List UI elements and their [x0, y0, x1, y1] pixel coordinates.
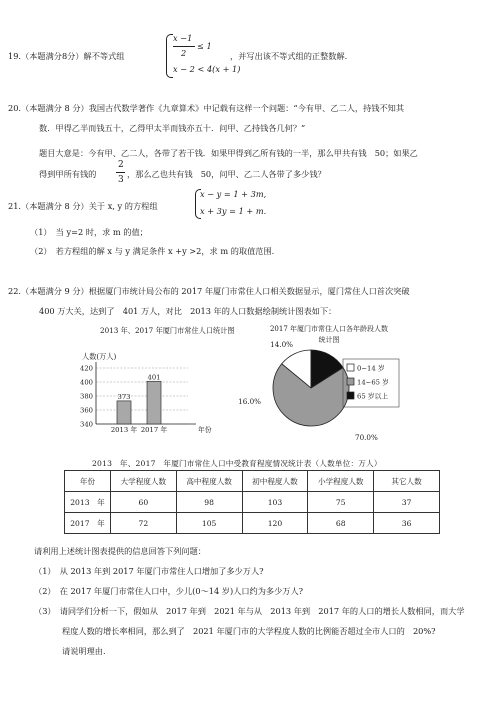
pie-pct-label: 14.0% — [270, 340, 293, 349]
q20-frac-num: 2 — [118, 160, 124, 170]
legend-label: 65 岁以上 — [357, 392, 389, 401]
table-cell: 103 — [242, 492, 308, 513]
table-cell: 68 — [308, 513, 374, 534]
table-header-row — [65, 471, 440, 492]
q20-line4: 得到甲所有钱的 — [39, 169, 97, 179]
q19-ineq2: x − 2 < 4(x + 1) — [173, 64, 241, 74]
bar-chart-title: 2013 年、2017 年厦门市常住人口统计图 — [100, 326, 235, 335]
pie-pct-label: 16.0% — [238, 397, 261, 406]
q21-eq1: x − y = 1 + 3m, — [200, 189, 267, 199]
q20-line1: 20.（本题满分 8 分）我国古代数学著作《九章算术》中记载有这样一个问题：“今有甲、乙二人，持钱不知其 — [8, 103, 405, 113]
y-tick-label: 360 — [80, 406, 93, 415]
table-cell: 72 — [110, 513, 176, 534]
table-header: 初中程度人数 — [242, 471, 308, 492]
pie-chart-svg — [238, 318, 425, 442]
pie-chart — [238, 318, 425, 442]
table-header: 年份 — [65, 471, 111, 492]
q20-frac-line — [116, 172, 125, 173]
table-row — [65, 513, 440, 534]
table-cell: 37 — [374, 492, 440, 513]
q21-sub2: （2） 若方程组的解 x 与 y 满足条件 x +y >2，求 m 的取值范围. — [30, 246, 275, 256]
table-cell: 2017 年 — [65, 513, 111, 534]
q22-instr: 请利用上述统计图表提供的信息回答下列问题： — [34, 546, 206, 556]
table-cell: 105 — [176, 513, 242, 534]
q22-line2: 400 万大关，达到了 401 万人，对比 2013 年的人口数据绘制统计图表如下： — [39, 306, 337, 316]
table-cell: 75 — [308, 492, 374, 513]
table-header: 其它人数 — [374, 471, 440, 492]
q20-line4-tail: ，那么乙也共有钱 50，问甲、乙二人各带了多少钱？ — [127, 169, 326, 179]
q20-line2: 数．甲得乙半而钱五十，乙得甲太半而钱亦五十．问甲、乙持钱各几何？” — [39, 123, 306, 133]
q22-sub2: （2） 在 2017 年厦门市常住人口中，少儿(0～14 岁)人口约为多少万人? — [34, 586, 304, 596]
q22-sub3-c: 请说明理由. — [62, 646, 106, 656]
q21-label: 21.（本题满分 8 分）关于 x, y 的方程组 — [8, 201, 158, 211]
bar-data-label: 401 — [147, 373, 161, 382]
legend-swatch — [347, 364, 354, 371]
table-header: 大学程度人数 — [110, 471, 176, 492]
bar — [117, 401, 131, 424]
y-tick-label: 420 — [80, 364, 93, 373]
x-axis-label: 年份 — [198, 426, 212, 434]
q20-frac-den: 3 — [118, 175, 124, 185]
table-cell: 120 — [242, 513, 308, 534]
y-tick-label: 340 — [80, 420, 93, 429]
pie-chart-title: 2017 年厦门市常住人口各年龄段人数统计图 — [269, 325, 389, 344]
bar-chart — [70, 324, 235, 436]
legend-label: 14~65 岁 — [357, 378, 389, 387]
y-tick-label: 380 — [80, 392, 93, 401]
q22-line1: 22.（本题满分 9 分）根据厦门市统计局公布的 2017 年厦门市常住人口相关数据显示，厦门常住人口首次突破 — [8, 286, 410, 296]
table-cell: 2013 年 — [65, 492, 111, 513]
bar-chart-ylabel: 人数(万人) — [82, 352, 117, 361]
legend-swatch — [347, 392, 354, 399]
table-title: 2013 年、2017 年厦门市常住人口中受教育程度情况统计表（人数单位：万人） — [92, 459, 382, 468]
education-table — [64, 470, 440, 534]
bar-data-label: 373 — [117, 392, 131, 401]
table-cell: 60 — [110, 492, 176, 513]
bar-chart-svg — [70, 324, 220, 436]
legend-swatch — [347, 378, 354, 385]
q22-sub3-a: （3） 请同学们分析一下，假如从 2017 年到 2021 年与从 2013 年到 2017 年的人口的增长人数相同，而大学 — [34, 606, 465, 616]
x-tick-label: 2013 年 — [110, 426, 138, 434]
q22-sub3-b: 程度人数的增长率相同，那么到了 2021 年厦门市的大学程度人数的比例能否超过全市人口的 20%? — [62, 626, 436, 636]
q19-tail: ，并写出该不等式组的正整数解. — [230, 51, 348, 61]
q21-sub1: （1） 当 y=2 时，求 m 的值； — [30, 227, 148, 237]
table-row — [65, 492, 440, 513]
table-header: 小学程度人数 — [308, 471, 374, 492]
q19-ineq1-den: 2 — [181, 48, 187, 58]
table-header: 高中程度人数 — [176, 471, 242, 492]
q19-brace — [166, 34, 173, 78]
x-tick-label: 2017 年 — [140, 426, 168, 434]
q19-frac-line — [173, 46, 195, 47]
q22-sub1: （1） 从 2013 年到 2017 年厦门市常住人口增加了多少万人? — [34, 566, 264, 576]
table-cell: 36 — [374, 513, 440, 534]
bar — [147, 381, 161, 424]
q19-ineq1-num: x −1 — [173, 33, 193, 43]
q19-ineq1-rhs: ≤ 1 — [197, 41, 212, 51]
q19-label: 19.（本题满分8分）解不等式组 — [8, 51, 125, 61]
q21-eq2: x + 3y = 1 + m. — [200, 206, 267, 216]
legend-label: 0~14 岁 — [357, 364, 385, 373]
y-tick-label: 400 — [80, 378, 93, 387]
table-cell: 98 — [176, 492, 242, 513]
q20-line3: 题目大意是：今有甲、乙二人，各带了若干钱．如果甲得到乙所有钱的一半，那么甲共有钱 50；如果乙 — [39, 148, 418, 158]
pie-pct-label: 70.0% — [355, 433, 378, 442]
